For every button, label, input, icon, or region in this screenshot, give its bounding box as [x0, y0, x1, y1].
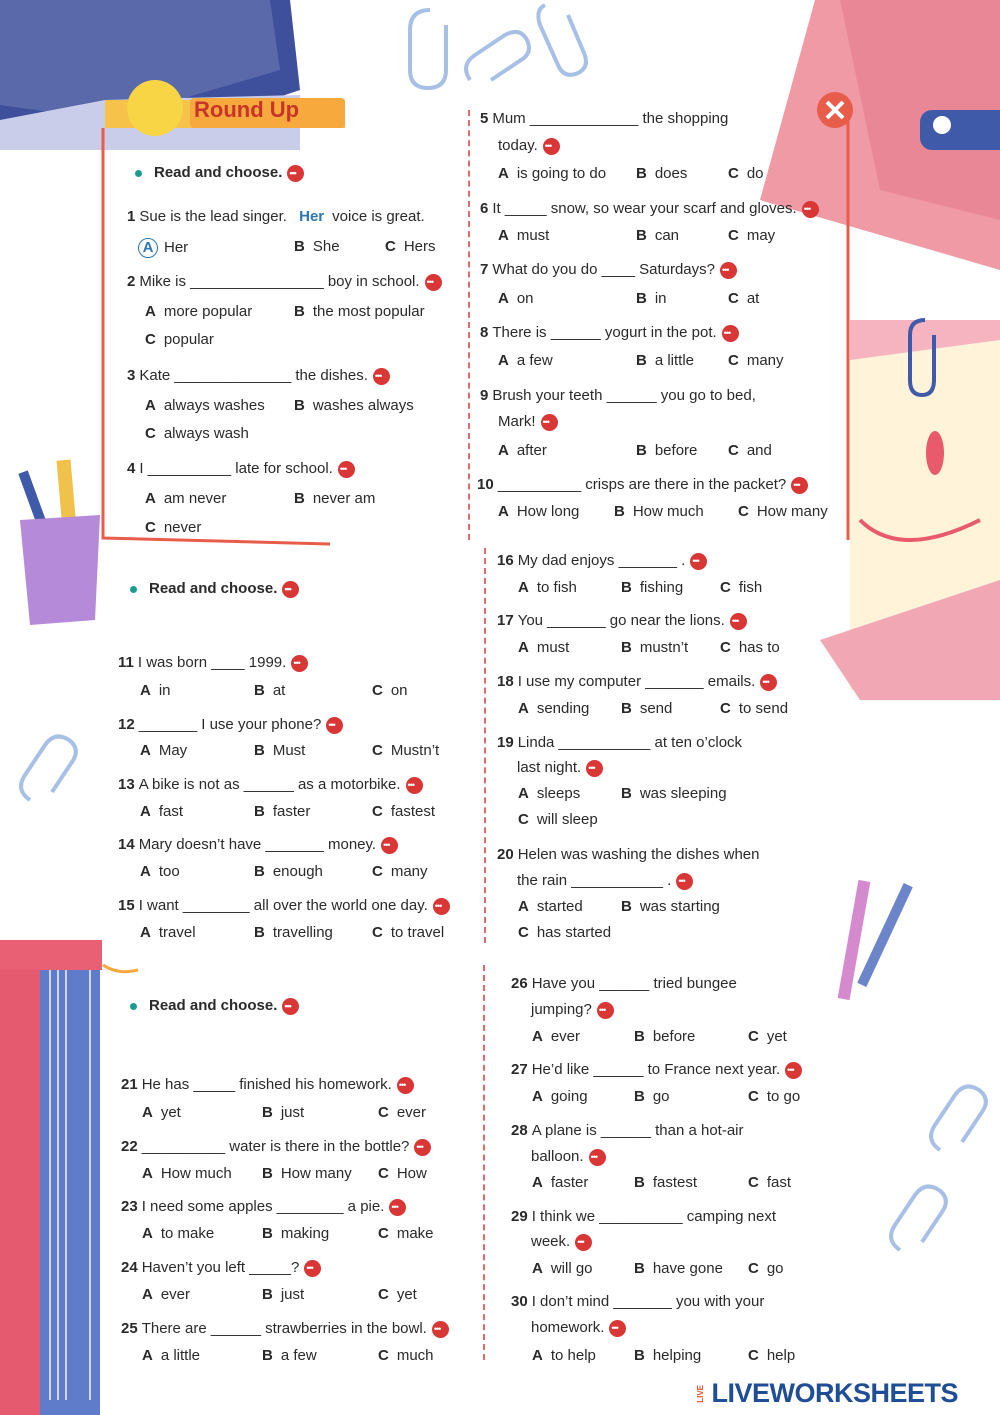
question-13: 13 A bike is not as ______ as a motorbike.••• [118, 776, 423, 794]
option-8b[interactable]: B a little [636, 352, 695, 369]
question-14: 14 Mary doesn’t have _______ money.••• [118, 836, 398, 854]
option-17c[interactable]: C has to [720, 639, 780, 656]
option-6b[interactable]: B can [636, 227, 680, 244]
option-18a[interactable]: A sending [518, 700, 590, 717]
option-13b[interactable]: B faster [254, 803, 311, 820]
option-28a[interactable]: A faster [532, 1174, 589, 1191]
option-23a[interactable]: A to make [142, 1225, 215, 1242]
option-26a[interactable]: A ever [532, 1028, 581, 1045]
option-4b[interactable]: B never am [294, 490, 376, 507]
liveworksheets-logo [696, 1378, 958, 1408]
question-8: 8 There is ______ yogurt in the pot.••• [480, 324, 739, 342]
option-19a[interactable]: A sleeps [518, 785, 581, 802]
option-20c[interactable]: C has started [518, 924, 612, 941]
option-11b[interactable]: B at [254, 682, 286, 699]
option-19c[interactable]: C will sleep [518, 811, 598, 828]
option-10b[interactable]: B How much [614, 503, 704, 520]
question-23: 23 I need some apples ________ a pie.••• [121, 1198, 406, 1216]
option-9a[interactable]: A after [498, 442, 547, 459]
question-9: 9 Brush your teeth ______ you go to bed, [480, 387, 756, 404]
option-4c[interactable]: C never [145, 519, 202, 536]
option-21b[interactable]: B just [262, 1104, 305, 1121]
option-11c[interactable]: C on [372, 682, 408, 699]
option-25b[interactable]: B a few [262, 1347, 317, 1364]
option-11a[interactable]: A in [140, 682, 171, 699]
option-14c[interactable]: C many [372, 863, 428, 880]
option-30c[interactable]: C help [748, 1347, 796, 1364]
question-28: 28 A plane is ______ than a hot-air [511, 1122, 744, 1139]
option-8a[interactable]: A a few [498, 352, 553, 369]
answer-example: Her [299, 208, 325, 225]
option-3a[interactable]: A always washes [145, 397, 265, 414]
option-29b[interactable]: B have gone [634, 1260, 723, 1277]
option-12a[interactable]: A May [140, 742, 188, 759]
option-25c[interactable]: C much [378, 1347, 434, 1364]
question-4: 4 I __________ late for school.••• [127, 460, 355, 478]
question-24: 24 Haven’t you left _____?••• [121, 1259, 321, 1277]
option-20b[interactable]: B was starting [621, 898, 720, 915]
option-26c[interactable]: C yet [748, 1028, 787, 1045]
option-23c[interactable]: C make [378, 1225, 434, 1242]
question-10: 10 __________ crisps are there in the packet?••• [477, 476, 808, 494]
question-22: 22 __________ water is there in the bottle?••• [121, 1138, 431, 1156]
option-18c[interactable]: C to send [720, 700, 789, 717]
question-2: 2 Mike is ________________ boy in school.••• [127, 273, 442, 291]
question-30: 30 I don’t mind _______ you with your [511, 1293, 765, 1310]
option-16c[interactable]: C fish [720, 579, 763, 596]
option-15b[interactable]: B travelling [254, 924, 333, 941]
option-22b[interactable]: B How many [262, 1165, 352, 1182]
question-20: 20 Helen was washing the dishes when [497, 846, 760, 863]
option-5b[interactable]: B does [636, 165, 688, 182]
option-27b[interactable]: B go [634, 1088, 670, 1105]
option-12b[interactable]: B Must [254, 742, 306, 759]
option-27c[interactable]: C to go [748, 1088, 801, 1105]
question-21: 21 He has _____ finished his homework.••• [121, 1076, 414, 1094]
logo-text: LIVEWORKSHEETS [711, 1378, 958, 1408]
question-5-cont: today.••• [498, 137, 560, 155]
option-29a[interactable]: A will go [532, 1260, 593, 1277]
option-26b[interactable]: B before [634, 1028, 696, 1045]
option-4a[interactable]: A am never [145, 490, 227, 507]
option-29c[interactable]: C go [748, 1260, 784, 1277]
option-15a[interactable]: A travel [140, 924, 196, 941]
option-24b[interactable]: B just [262, 1286, 305, 1303]
option-21c[interactable]: C ever [378, 1104, 427, 1121]
question-29: 29 I think we __________ camping next [511, 1208, 777, 1225]
question-11: 11 I was born ____ 1999.••• [118, 654, 308, 672]
option-6a[interactable]: A must [498, 227, 550, 244]
question-9-cont: Mark!••• [498, 413, 558, 431]
question-19-cont: last night.••• [517, 759, 603, 777]
round-up-title: Round Up [194, 97, 300, 122]
question-28-cont: balloon.••• [531, 1148, 606, 1166]
option-2a[interactable]: A more popular [145, 303, 253, 320]
option-1a[interactable]: A Her [138, 238, 188, 258]
option-9c[interactable]: C and [728, 442, 772, 459]
option-3c[interactable]: C always wash [145, 425, 249, 442]
option-14b[interactable]: B enough [254, 863, 323, 880]
option-1c[interactable]: C Hers [385, 238, 436, 255]
column-divider [468, 110, 470, 540]
section-header: Read and choose.••• [130, 997, 299, 1015]
option-20a[interactable]: A started [518, 898, 583, 915]
question-26-cont: jumping?••• [531, 1001, 614, 1019]
option-23b[interactable]: B making [262, 1225, 330, 1242]
option-7b[interactable]: B in [636, 290, 667, 307]
option-28c[interactable]: C fast [748, 1174, 792, 1191]
option-17a[interactable]: A must [518, 639, 570, 656]
option-2c[interactable]: C popular [145, 331, 214, 348]
option-19b[interactable]: B was sleeping [621, 785, 727, 802]
option-22a[interactable]: A How much [142, 1165, 232, 1182]
question-7: 7 What do you do ____ Saturdays?••• [480, 261, 737, 279]
option-24a[interactable]: A ever [142, 1286, 191, 1303]
option-27a[interactable]: A going [532, 1088, 588, 1105]
section-header: Read and choose.••• [130, 580, 299, 598]
option-30a[interactable]: A to help [532, 1347, 596, 1364]
question-17: 17 You _______ go near the lions.••• [497, 612, 747, 630]
logo-live-mark: LIVE [696, 1384, 705, 1403]
question-20-cont: the rain ___________ .••• [517, 872, 693, 890]
option-2b[interactable]: B the most popular [294, 303, 425, 320]
question-30-cont: homework.••• [531, 1319, 626, 1337]
option-30b[interactable]: B helping [634, 1347, 702, 1364]
option-24c[interactable]: C yet [378, 1286, 417, 1303]
option-3b[interactable]: B washes always [294, 397, 414, 414]
option-13c[interactable]: C fastest [372, 803, 436, 820]
question-16: 16 My dad enjoys _______ .••• [497, 552, 707, 570]
question-27: 27 He’d like ______ to France next year.••• [511, 1061, 802, 1079]
option-22c[interactable]: C How [378, 1165, 427, 1182]
option-15c[interactable]: C to travel [372, 924, 445, 941]
question-18: 18 I use my computer _______ emails.••• [497, 673, 777, 691]
question-26: 26 Have you ______ tried bungee [511, 975, 737, 992]
question-29-cont: week.••• [531, 1233, 592, 1251]
column-divider [484, 548, 486, 943]
question-12: 12 _______ I use your phone?••• [118, 716, 343, 734]
question-25: 25 There are ______ strawberries in the bowl.••• [121, 1320, 449, 1338]
option-5a[interactable]: A is going to do [498, 165, 607, 182]
option-16a[interactable]: A to fish [518, 579, 577, 596]
question-6: 6 It _____ snow, so wear your scarf and gloves.••• [480, 200, 819, 218]
option-14a[interactable]: A too [140, 863, 180, 880]
option-10a[interactable]: A How long [498, 503, 580, 520]
option-16b[interactable]: B fishing [621, 579, 684, 596]
question-15: 15 I want ________ all over the world one day.••• [118, 897, 450, 915]
question-19: 19 Linda ___________ at ten o’clock [497, 734, 743, 751]
question-3: 3 Kate ______________ the dishes.••• [127, 367, 390, 385]
column-divider [483, 965, 485, 1360]
question-1: 1 Sue is the lead singer. Her voice is great. [127, 208, 425, 225]
option-9b[interactable]: B before [636, 442, 698, 459]
option-18b[interactable]: B send [621, 700, 673, 717]
option-10c[interactable]: C How many [738, 503, 828, 520]
option-1b[interactable]: B She [294, 238, 340, 255]
option-7c[interactable]: C at [728, 290, 760, 307]
option-25a[interactable]: A a little [142, 1347, 201, 1364]
section-header: Read and choose.••• [135, 164, 304, 182]
option-6c[interactable]: C may [728, 227, 776, 244]
option-8c[interactable]: C many [728, 352, 784, 369]
option-28b[interactable]: B fastest [634, 1174, 698, 1191]
question-5: 5 Mum _____________ the shopping [480, 110, 729, 127]
option-7a[interactable]: A on [498, 290, 534, 307]
option-13a[interactable]: A fast [140, 803, 184, 820]
option-12c[interactable]: C Mustn’t [372, 742, 440, 759]
option-17b[interactable]: B mustn’t [621, 639, 689, 656]
option-21a[interactable]: A yet [142, 1104, 181, 1121]
option-5c[interactable]: C do [728, 165, 764, 182]
